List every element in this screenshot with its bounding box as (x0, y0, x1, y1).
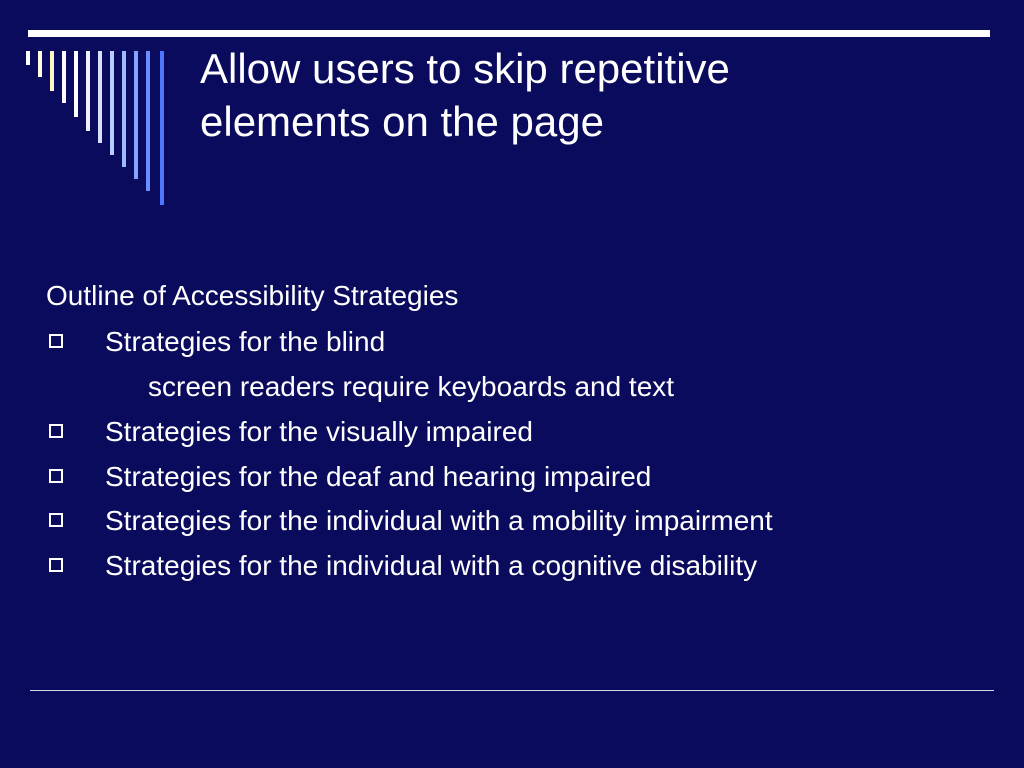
hollow-square-icon (49, 558, 63, 572)
list-item-label: Strategies for the visually impaired (105, 416, 533, 447)
sub-item-label: screen readers require keyboards and text (148, 371, 675, 402)
bottom-rule (30, 690, 994, 691)
stripe-7 (98, 51, 102, 143)
outline-heading: Outline of Accessibility Strategies (46, 280, 459, 311)
stripe-12 (160, 51, 164, 205)
title-line-1: Allow users to skip repetitive (200, 45, 730, 92)
decorative-stripes (0, 0, 180, 220)
stripe-2 (38, 51, 42, 77)
stripe-3 (50, 51, 54, 91)
list-item-label: Strategies for the individual with a mobility impairment (105, 505, 773, 536)
stripe-10 (134, 51, 138, 179)
list-item-label: Strategies for the deaf and hearing impaired (105, 461, 652, 492)
title-line-2: elements on the page (200, 98, 604, 145)
slide-title (200, 42, 980, 148)
stripe-11 (146, 51, 150, 191)
stripe-6 (86, 51, 90, 131)
hollow-square-icon (49, 513, 63, 527)
stripe-4 (62, 51, 66, 103)
list-item-label: Strategies for the individual with a cognitive disability (105, 550, 758, 581)
hollow-square-icon (49, 469, 63, 483)
stripe-8 (110, 51, 114, 155)
hollow-square-icon (49, 334, 63, 348)
stripe-5 (74, 51, 78, 117)
hollow-square-icon (49, 424, 63, 438)
list-item-label: Strategies for the blind (105, 326, 386, 357)
stripe-1 (26, 51, 30, 65)
stripe-9 (122, 51, 126, 167)
